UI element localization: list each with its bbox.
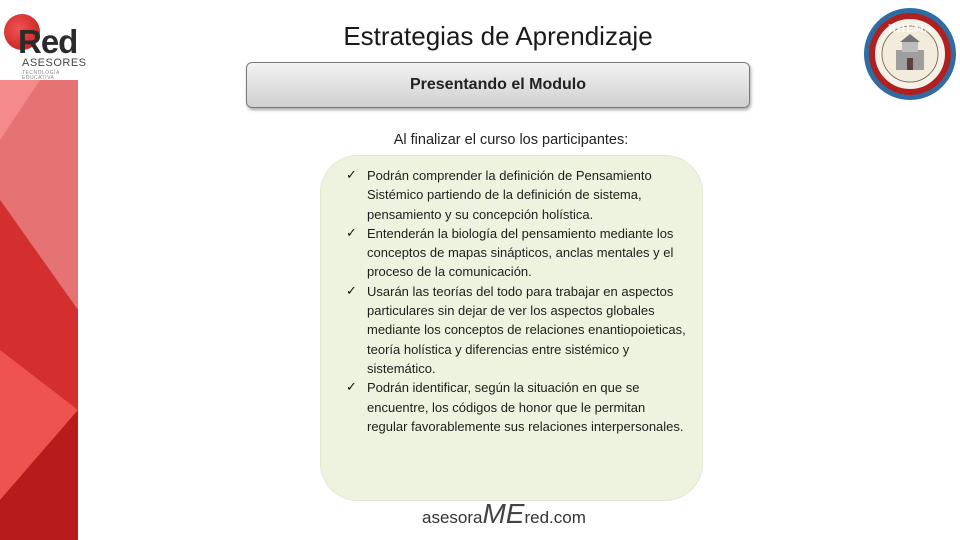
bullet-text: Entenderán la biología del pensamiento mediante los conceptos de mapas sinápticos, anclas mentales y el proceso de la comunicación. bbox=[367, 225, 674, 280]
logo-sub: ASESORES bbox=[22, 57, 87, 69]
checkmark-icon: ✓ bbox=[346, 225, 357, 241]
svg-text:RHEMA: RHEMA bbox=[887, 24, 933, 35]
footer-part3: red.com bbox=[524, 508, 586, 527]
footer-part2: ME bbox=[482, 498, 525, 529]
checkmark-icon: ✓ bbox=[346, 168, 357, 183]
decorative-red-band bbox=[0, 80, 80, 540]
rhema-seal-logo bbox=[862, 6, 958, 102]
bullet-text: Usarán las teorías del todo para trabajar en aspectos particulares sin dejar de ver los aspectos globales mediante los conceptos de relaciones enantiopoieticas, teoría holística y diferencias entre sistémico y sistemático. bbox=[367, 283, 686, 376]
bullet-text: Podrán identificar, según la situación en que se encuentre, los códigos de honor que le permitan regular favorablemente sus relaciones interpersonales. bbox=[367, 380, 684, 434]
list-item bbox=[346, 282, 686, 378]
module-header-box bbox=[246, 62, 750, 108]
logo-word: Red bbox=[18, 23, 78, 60]
intro-text: Al finalizar el curso los participantes: bbox=[393, 132, 629, 148]
checkmark-icon: ✓ bbox=[346, 380, 357, 396]
list-item bbox=[346, 378, 686, 436]
list-item bbox=[346, 166, 686, 224]
footer-logo bbox=[422, 498, 586, 532]
page-title: Estrategias de Aprendizaje bbox=[343, 21, 653, 51]
bullet-text: Podrán comprender la definición de Pensamiento Sistémico partiendo de la definición de sistema, pensamiento y su concepción holística. bbox=[367, 168, 652, 222]
logo-sub2: TECNOLOGÍA EDUCATIVA bbox=[22, 70, 60, 81]
red-asesores-logo bbox=[2, 10, 88, 81]
checkmark-icon: ✓ bbox=[346, 283, 357, 299]
footer-part1: asesora bbox=[422, 508, 483, 527]
list-item bbox=[346, 224, 686, 282]
module-title: Presentando el Modulo bbox=[409, 76, 586, 93]
bullet-list bbox=[346, 166, 686, 436]
